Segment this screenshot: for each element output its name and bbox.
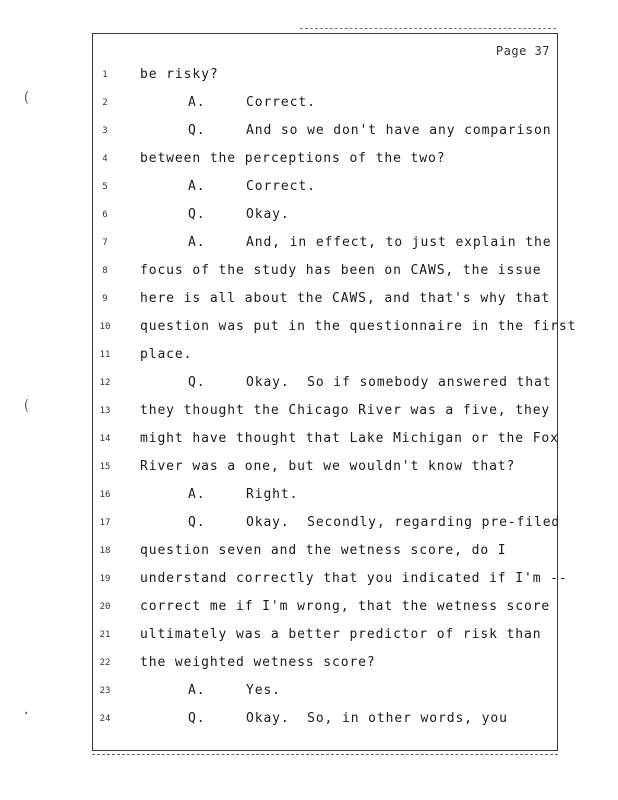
hole-punch-mark-icon: ( [22, 90, 31, 106]
line-number: 24 [99, 714, 111, 724]
line-number: 3 [102, 126, 108, 136]
speaker-label: A. [188, 487, 206, 502]
line-number: 9 [102, 294, 108, 304]
speaker-label: A. [188, 683, 206, 698]
speaker-label: Q. [188, 375, 206, 390]
transcript-line: question seven and the wetness score, do I [140, 543, 507, 558]
speaker-label: A. [188, 235, 206, 250]
speaker-label: Q. [188, 207, 206, 222]
transcript-line: Okay. So if somebody answered that [246, 375, 552, 390]
line-number: 6 [102, 210, 108, 220]
transcript-line: the weighted wetness score? [140, 655, 376, 670]
line-number: 21 [99, 630, 111, 640]
speaker-label: A. [188, 95, 206, 110]
page-number: Page 37 [495, 44, 550, 58]
hole-punch-mark-icon: · [22, 706, 31, 722]
transcript-line: Right. [246, 487, 299, 502]
transcript-line: ultimately was a better predictor of risk than [140, 627, 542, 642]
hole-punch-mark-icon: ( [22, 398, 31, 414]
transcript-line: question was put in the questionnaire in the first [140, 319, 577, 334]
transcript-line: Correct. [246, 95, 316, 110]
line-number: 10 [99, 322, 111, 332]
transcript-line: Okay. Secondly, regarding pre-filed [246, 515, 561, 530]
transcript-line: And, in effect, to just explain the [246, 235, 552, 250]
line-number: 1 [102, 70, 108, 80]
line-number: 13 [99, 406, 111, 416]
speaker-label: Q. [188, 711, 206, 726]
line-number: 17 [99, 518, 111, 528]
transcript-line: place. [140, 347, 193, 362]
line-number: 18 [99, 546, 111, 556]
line-number: 11 [99, 350, 111, 360]
transcript-line: here is all about the CAWS, and that's why that [140, 291, 551, 306]
transcript-line: Okay. [246, 207, 290, 222]
transcript-line: Correct. [246, 179, 316, 194]
transcript-line: Yes. [246, 683, 281, 698]
line-number: 8 [102, 266, 108, 276]
line-number: 14 [99, 434, 111, 444]
line-number: 4 [102, 154, 108, 164]
transcript-line: understand correctly that you indicated if I'm -- [140, 571, 568, 586]
line-number: 20 [99, 602, 111, 612]
page-top-border [300, 28, 556, 30]
transcript-line: Okay. So, in other words, you [246, 711, 508, 726]
transcript-line: between the perceptions of the two? [140, 151, 446, 166]
line-number: 7 [102, 238, 108, 248]
transcript-page-frame [92, 33, 561, 751]
speaker-label: Q. [188, 515, 206, 530]
transcript-line: focus of the study has been on CAWS, the issue [140, 263, 542, 278]
transcript-line: And so we don't have any comparison [246, 123, 552, 138]
transcript-line: might have thought that Lake Michigan or the Fox [140, 431, 559, 446]
line-number: 5 [102, 182, 108, 192]
transcript-line: River was a one, but we wouldn't know that? [140, 459, 516, 474]
line-number: 23 [99, 686, 111, 696]
transcript-line: be risky? [140, 67, 219, 82]
speaker-label: Q. [188, 123, 206, 138]
page-bottom-border [92, 754, 558, 756]
line-number: 16 [99, 490, 111, 500]
line-number: 15 [99, 462, 111, 472]
transcript-line: correct me if I'm wrong, that the wetness score [140, 599, 551, 614]
line-number: 12 [99, 378, 111, 388]
transcript-line: they thought the Chicago River was a five, they [140, 403, 551, 418]
line-number: 22 [99, 658, 111, 668]
speaker-label: A. [188, 179, 206, 194]
line-number: 2 [102, 98, 108, 108]
line-number: 19 [99, 574, 111, 584]
